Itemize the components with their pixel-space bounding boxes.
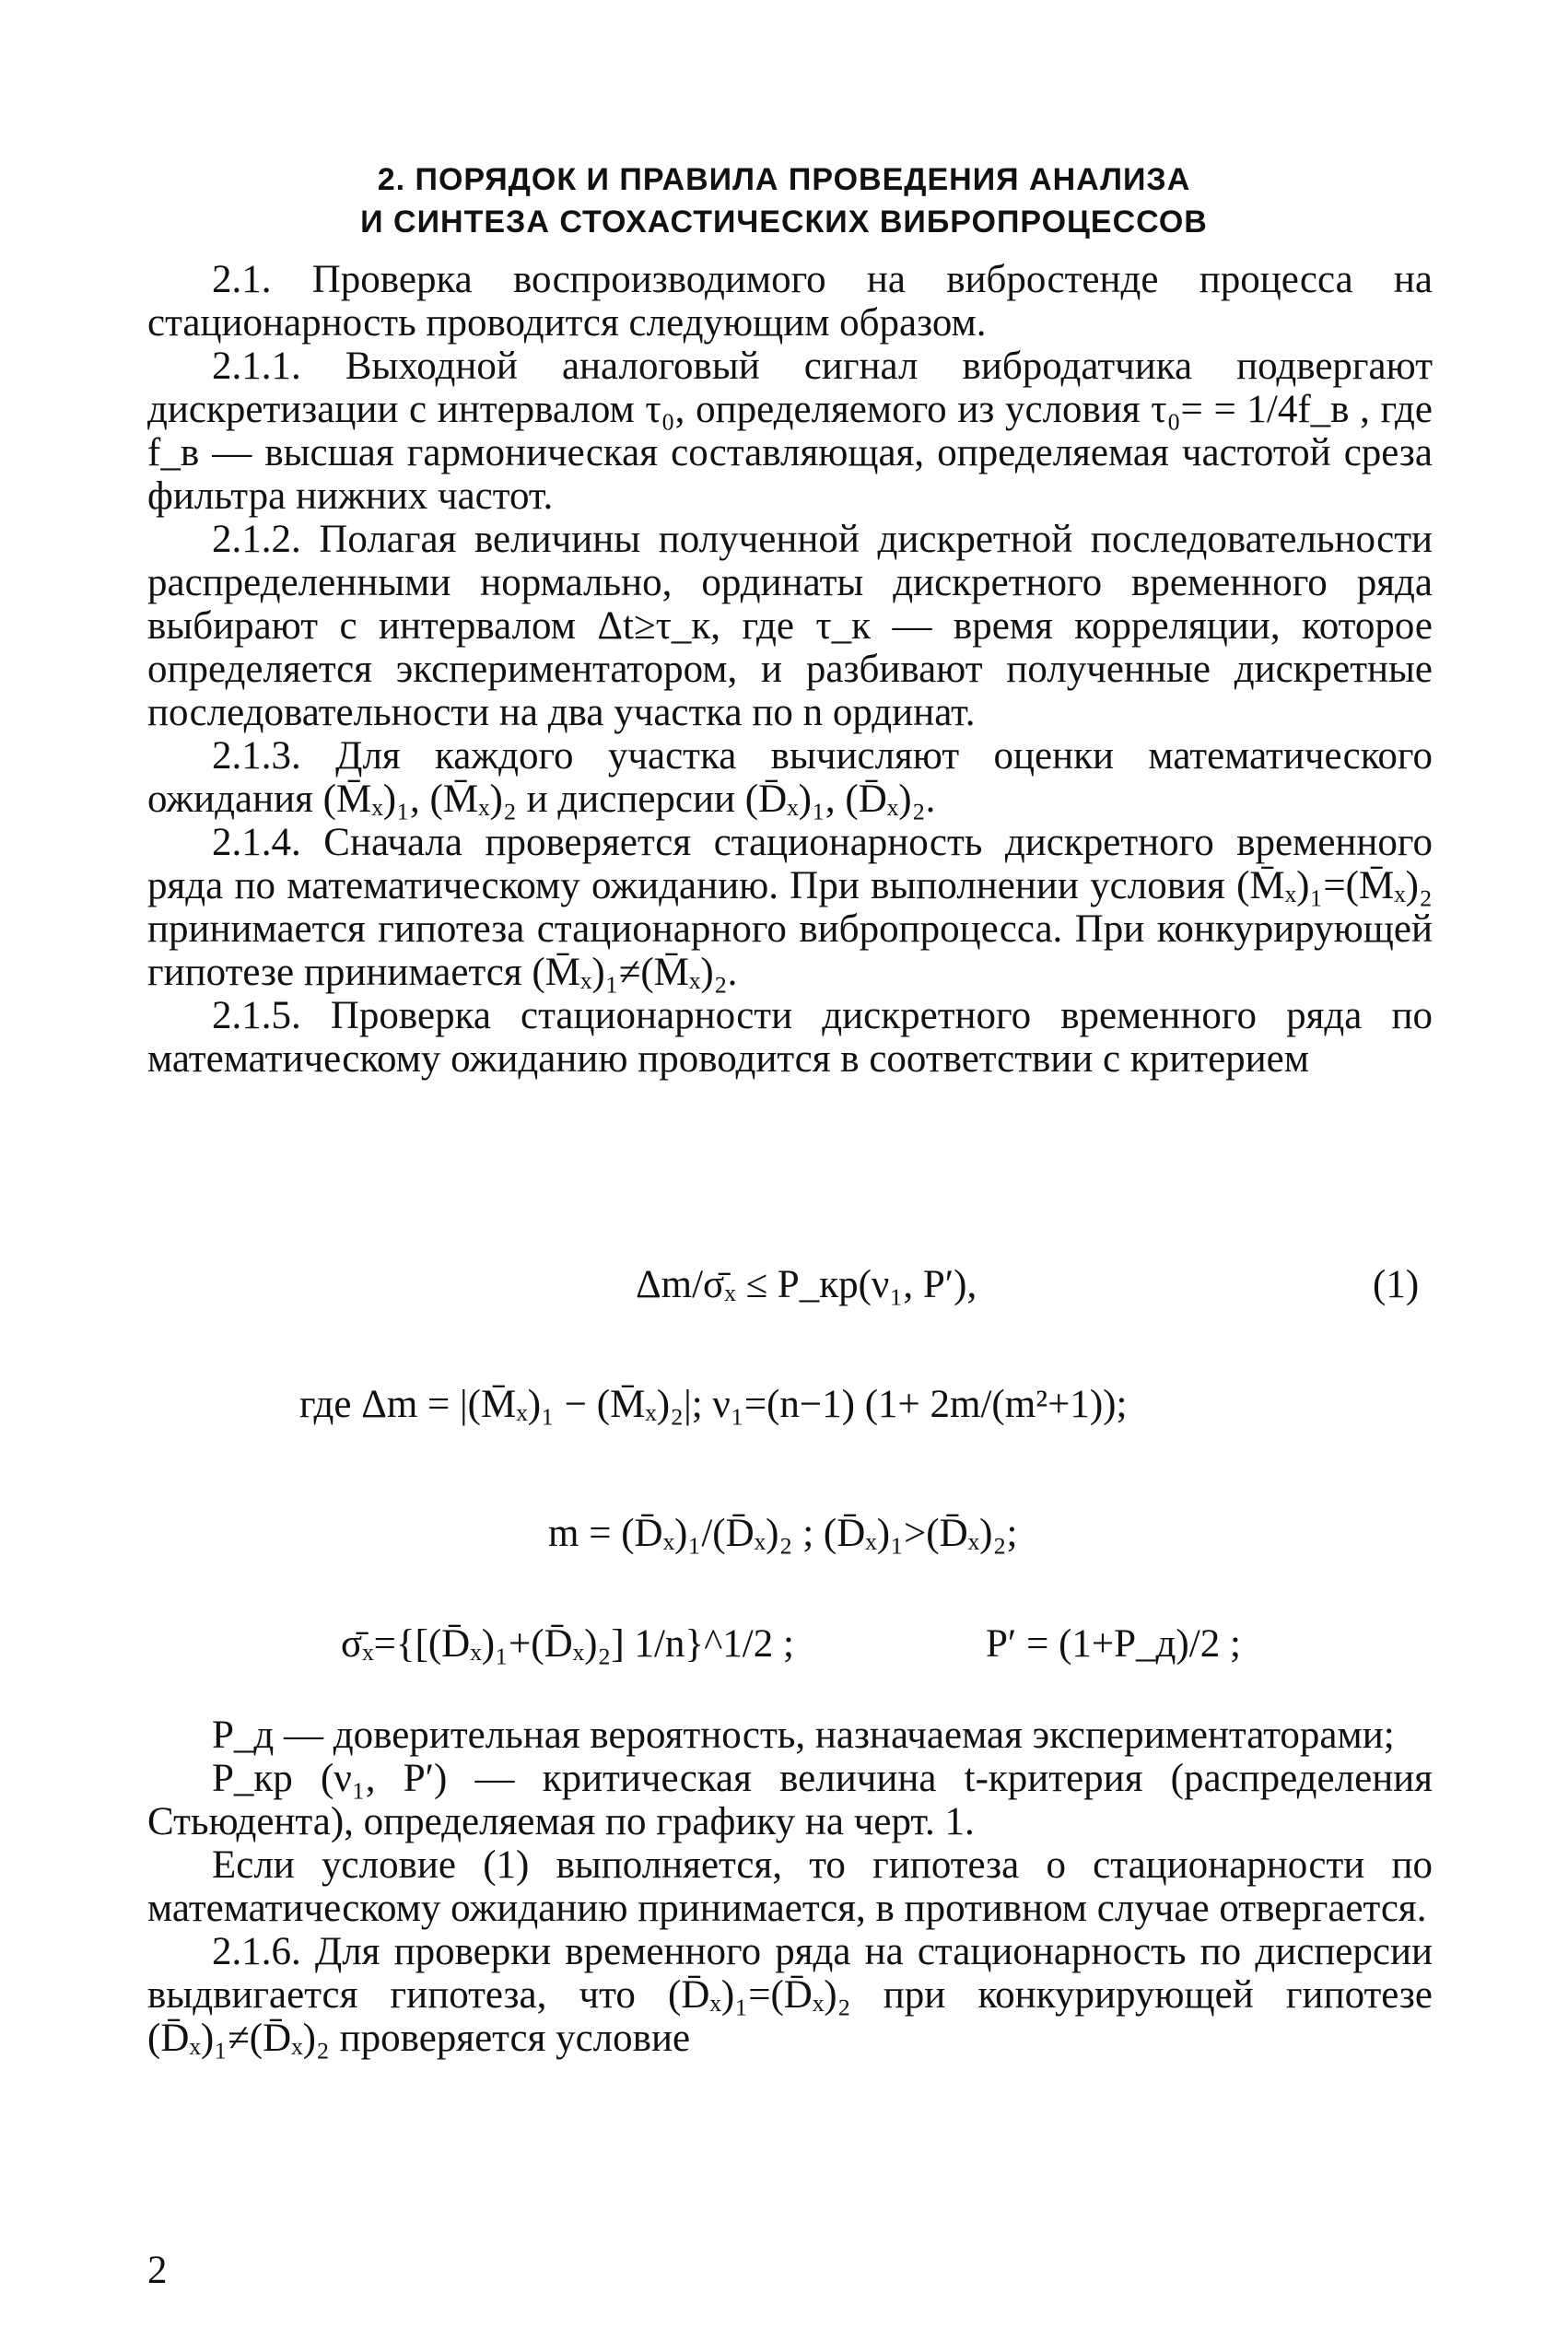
equation-1-number: (1) (1373, 1263, 1420, 1306)
equation-1: Δm/σ̄ₓ ≤ P_кр(ν₁, P′), (636, 1263, 977, 1306)
paragraph-pkr-definition: P_кр (ν₁, P′) — критическая величина t-критерия (распределения Стьюдента), определяемая по графику на черт. 1. (147, 1757, 1433, 1843)
section-heading (138, 158, 1430, 243)
formula-where-line: где Δm = |(M̄ₓ)₁ − (M̄ₓ)₂|; ν₁=(n−1) (1+ 2m/(m²+1)); (299, 1383, 1128, 1426)
paragraph-2-1-4: 2.1.4. Сначала проверяется стационарность дискретного временного ряда по математическому ожиданию. При выполнении условия (M̄ₓ)₁=(M̄ₓ)₂ принимается гипотеза стационарного вибропроцесса. При конкурирующей гипотезе принимается (M̄ₓ)₁≠(M̄ₓ)₂. (147, 821, 1433, 994)
paragraph-2-1-6: 2.1.6. Для проверки временного ряда на стационарность по дисперсии выдвигается гипотеза, что (D̄ₓ)₁=(D̄ₓ)₂ при конкурирующей гипотезе (D̄ₓ)₁≠(D̄ₓ)₂ проверяется условие (147, 1930, 1433, 2060)
formula-sigma-line: σ̄ₓ={[(D̄ₓ)₁+(D̄ₓ)₂] 1/n}^1/2 ; (341, 1622, 794, 1666)
formula-pprime-line: P′ = (1+P_д)/2 ; (986, 1622, 1241, 1666)
page-number: 2 (147, 2249, 168, 2292)
paragraph-2-1-2: 2.1.2. Полагая величины полученной дискретной последовательности распределенными нормально, ординаты дискретного временного ряда выбирают с интервалом Δt≥τ_к, где τ_к — время корреляции, которое определяется экспериментатором, и разбивают полученные дискретные последовательности на два участка по n ординат. (147, 518, 1433, 734)
formula-m-line: m = (D̄ₓ)₁/(D̄ₓ)₂ ; (D̄ₓ)₁>(D̄ₓ)₂; (548, 1512, 1018, 1555)
paragraph-condition-result: Если условие (1) выполняется, то гипотеза о стационарности по математическому ожиданию принимается, в противном случае отвергается. (147, 1843, 1433, 1930)
paragraph-pd-definition: P_д — доверительная вероятность, назначаемая экспериментаторами; (212, 1714, 1395, 1757)
heading-line-1: 2. ПОРЯДОК И ПРАВИЛА ПРОВЕДЕНИЯ АНАЛИЗА (377, 162, 1191, 197)
paragraph-2-1: 2.1. Проверка воспроизводимого на вибростенде процесса на стационарность проводится следующим образом. (147, 258, 1433, 345)
paragraph-2-1-1: 2.1.1. Выходной аналоговый сигнал вибродатчика подвергают дискретизации с интервалом τ₀, определяемого из условия τ₀= = 1/4f_в , где f_в — высшая гармоническая составляющая, определяемая частотой среза фильтра нижних частот. (147, 345, 1433, 518)
body-text-bottom (147, 1714, 1433, 2060)
paragraph-2-1-3: 2.1.3. Для каждого участка вычисляют оценки математического ожидания (M̄ₓ)₁, (M̄ₓ)₂ и дисперсии (D̄ₓ)₁, (D̄ₓ)₂. (147, 734, 1433, 821)
body-text-top (147, 258, 1433, 1081)
paragraph-2-1-5: 2.1.5. Проверка стационарности дискретного временного ряда по математическому ожиданию проводится в соответствии с критерием (147, 994, 1433, 1081)
heading-line-2: И СИНТЕЗА СТОХАСТИЧЕСКИХ ВИБРОПРОЦЕССОВ (360, 205, 1208, 240)
